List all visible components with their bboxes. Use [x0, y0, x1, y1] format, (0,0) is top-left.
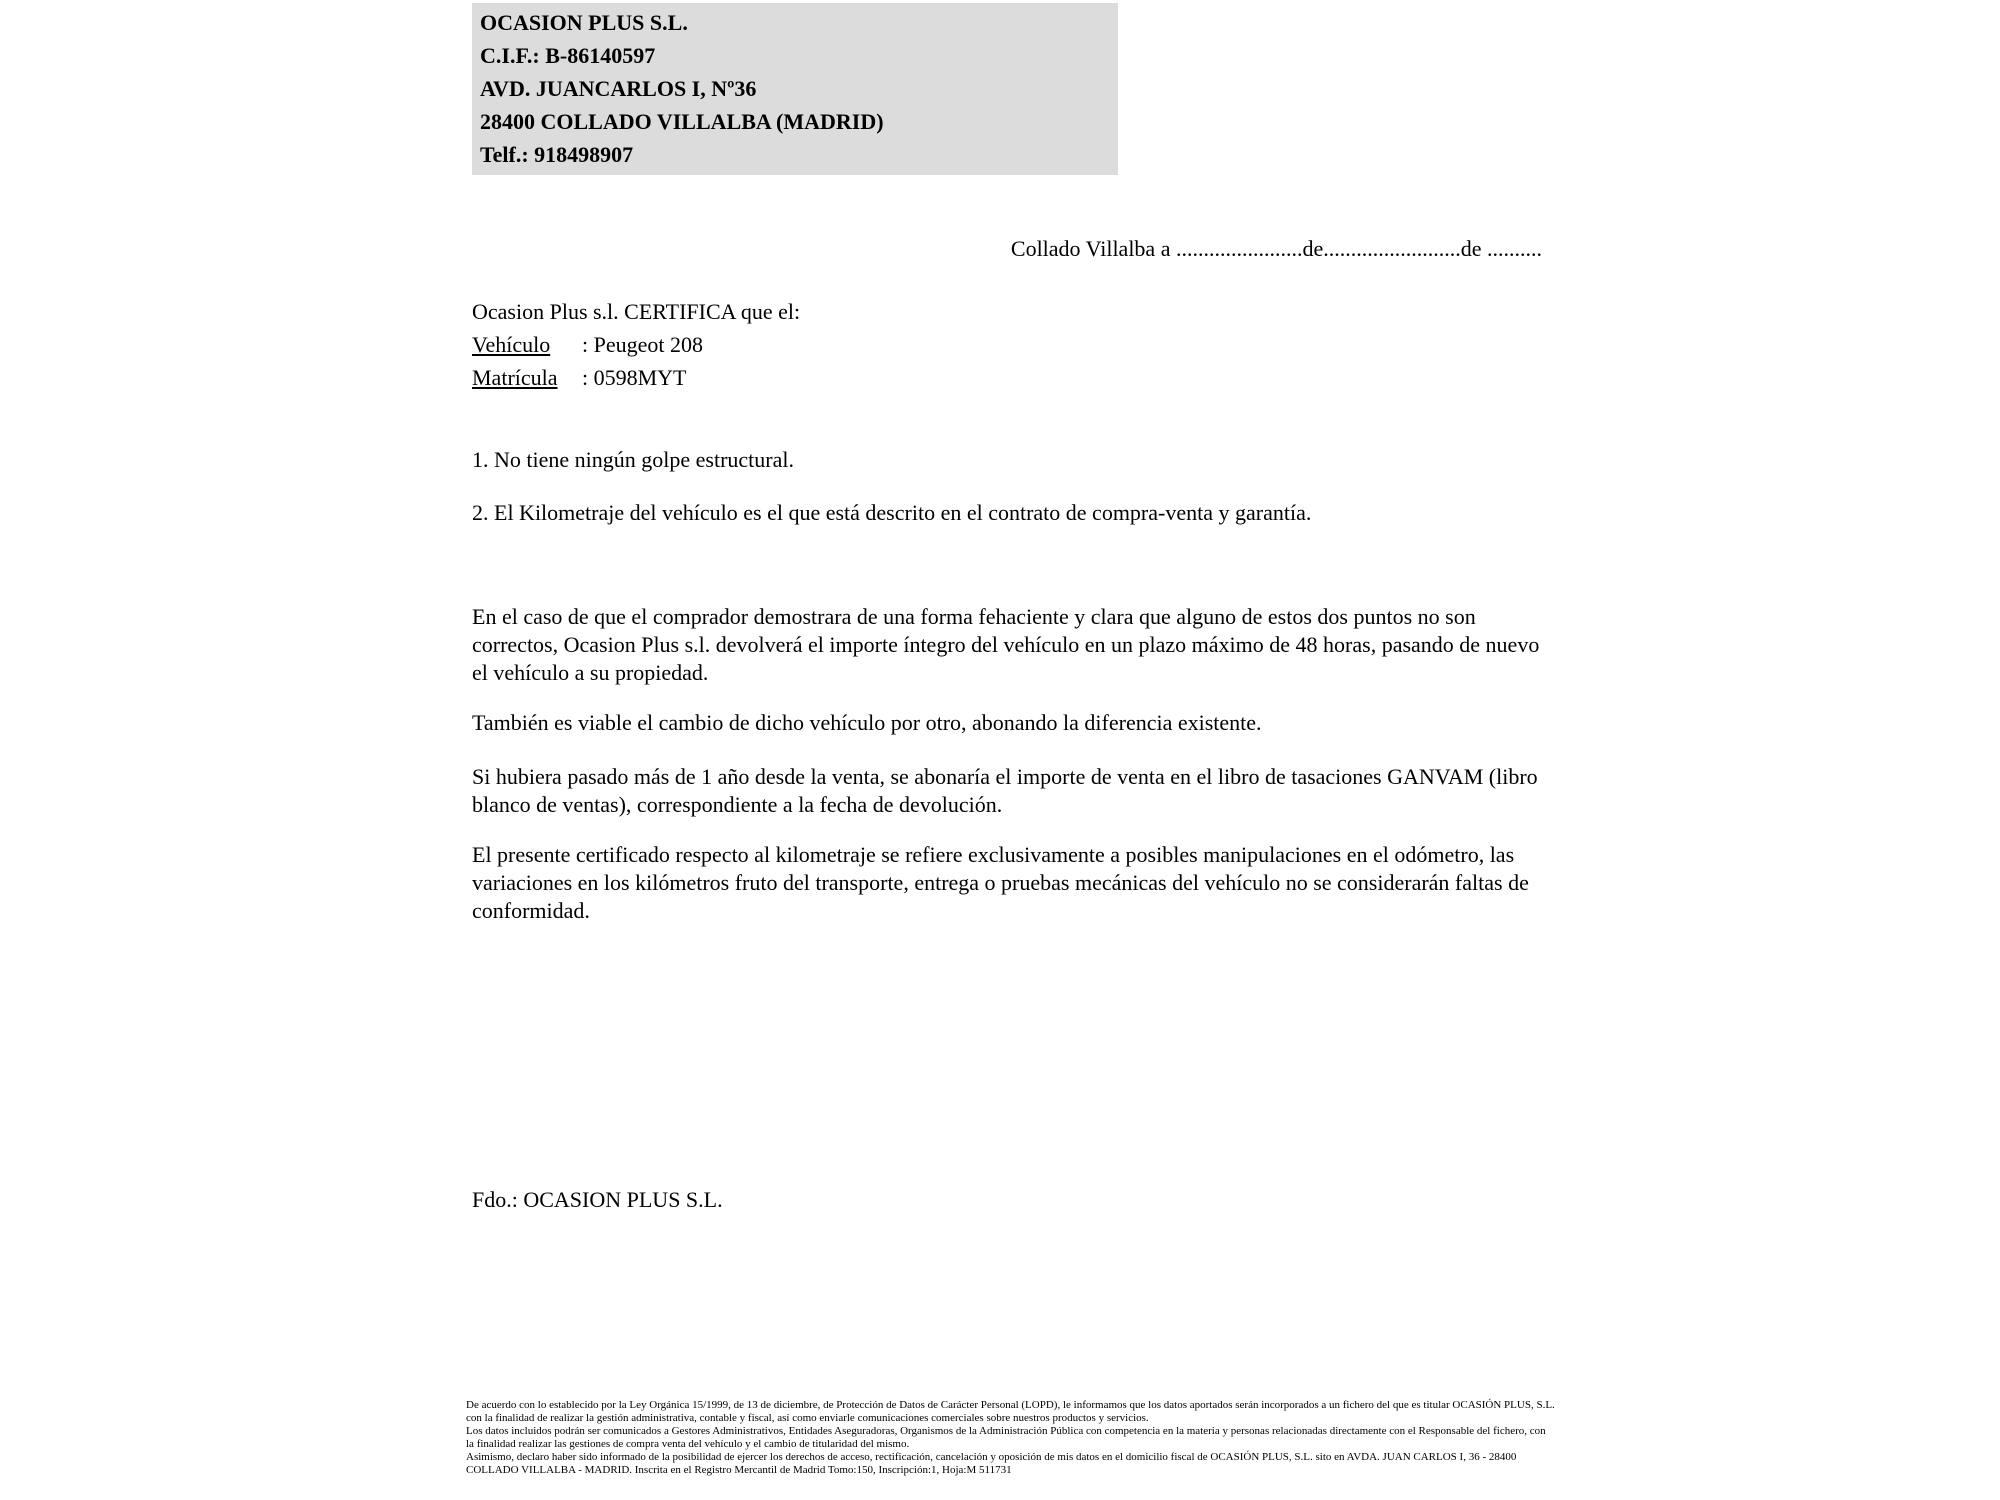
- certifica-heading: Ocasion Plus s.l. CERTIFICA que el:: [472, 299, 801, 324]
- vehicle-label: Vehículo: [472, 332, 551, 357]
- company-phone: Telf.: 918498907: [480, 142, 634, 167]
- vehicle-value: : Peugeot 208: [582, 332, 703, 357]
- plate-value: : 0598MYT: [582, 365, 687, 390]
- legal-footer-line-2: Los datos incluidos podrán ser comunicados a Gestores Administrativos, Entidades Aseguradoras, Organismos de la Administración Pública con competencia en la materia y personas relacionadas directamente con el Responsable del fichero, con la finalidad realizar las gestiones de compra venta del vehículo y el cambio de titularidad del mismo.: [466, 1425, 1546, 1450]
- certified-point-1: 1. No tiene ningún golpe estructural.: [472, 447, 794, 472]
- signature-line: Fdo.: OCASION PLUS S.L.: [472, 1187, 723, 1212]
- plate-row: [472, 361, 1542, 394]
- company-address: AVD. JUANCARLOS I, Nº36: [480, 76, 757, 101]
- vehicle-row: [472, 328, 1542, 361]
- company-cif: C.I.F.: B-86140597: [480, 43, 656, 68]
- company-name: OCASION PLUS S.L.: [480, 10, 688, 35]
- certification-block: [472, 295, 1542, 394]
- date-fill-line: Collado Villalba a .......................de.........................de ..........: [1010, 236, 1542, 261]
- company-header-block: [472, 3, 1118, 175]
- certified-point-2: 2. El Kilometraje del vehículo es el que está descrito en el contrato de compra-venta y garantía.: [472, 500, 1312, 525]
- exchange-paragraph: También es viable el cambio de dicho vehículo por otro, abonando la diferencia existente.: [472, 710, 1262, 735]
- legal-footer-line-3: Asimismo, declaro haber sido informado de la posibilidad de ejercer los derechos de acceso, rectificación, cancelación y oposición de mis datos en el domicilio fiscal de OCASIÓN PLUS, S.L. sito en AVDA. JUAN CARLOS I, 36 - 28400 COLLADO VILLALBA - MADRID. Inscrita en el Registro Mercantil de Madrid Tomo:150, Inscripción:1, Hoja:M 511731: [466, 1451, 1517, 1476]
- company-city: 28400 COLLADO VILLALBA (MADRID): [480, 109, 884, 134]
- legal-footer-line-1: De acuerdo con lo establecido por la Ley Orgánica 15/1999, de 13 de diciembre, de Protección de Datos de Carácter Personal (LOPD), le informamos que los datos aportados serán incorporados a un fichero del que es titular OCASIÓN PLUS, S.L. con la finalidad de realizar la gestión administrativa, contable y fiscal, así como enviarle comunicaciones comerciales sobre nuestros productos y servicios.: [466, 1399, 1555, 1424]
- refund-paragraph: En el caso de que el comprador demostrara de una forma fehaciente y clara que alguno de estos dos puntos no son correctos, Ocasion Plus s.l. devolverá el importe íntegro del vehículo en un plazo máximo de 48 horas, pasando de nuevo el vehículo a su propiedad.: [472, 604, 1540, 685]
- ganvam-paragraph: Si hubiera pasado más de 1 año desde la venta, se abonaría el importe de venta en el libro de tasaciones GANVAM (libro blanco de ventas), correspondiente a la fecha de devolución.: [472, 764, 1538, 817]
- plate-label: Matrícula: [472, 365, 558, 390]
- legal-footer: [466, 1399, 1556, 1477]
- odometer-paragraph: El presente certificado respecto al kilometraje se refiere exclusivamente a posibles manipulaciones en el odómetro, las variaciones en los kilómetros fruto del transporte, entrega o pruebas mecánicas del vehículo no se considerarán faltas de conformidad.: [472, 842, 1529, 923]
